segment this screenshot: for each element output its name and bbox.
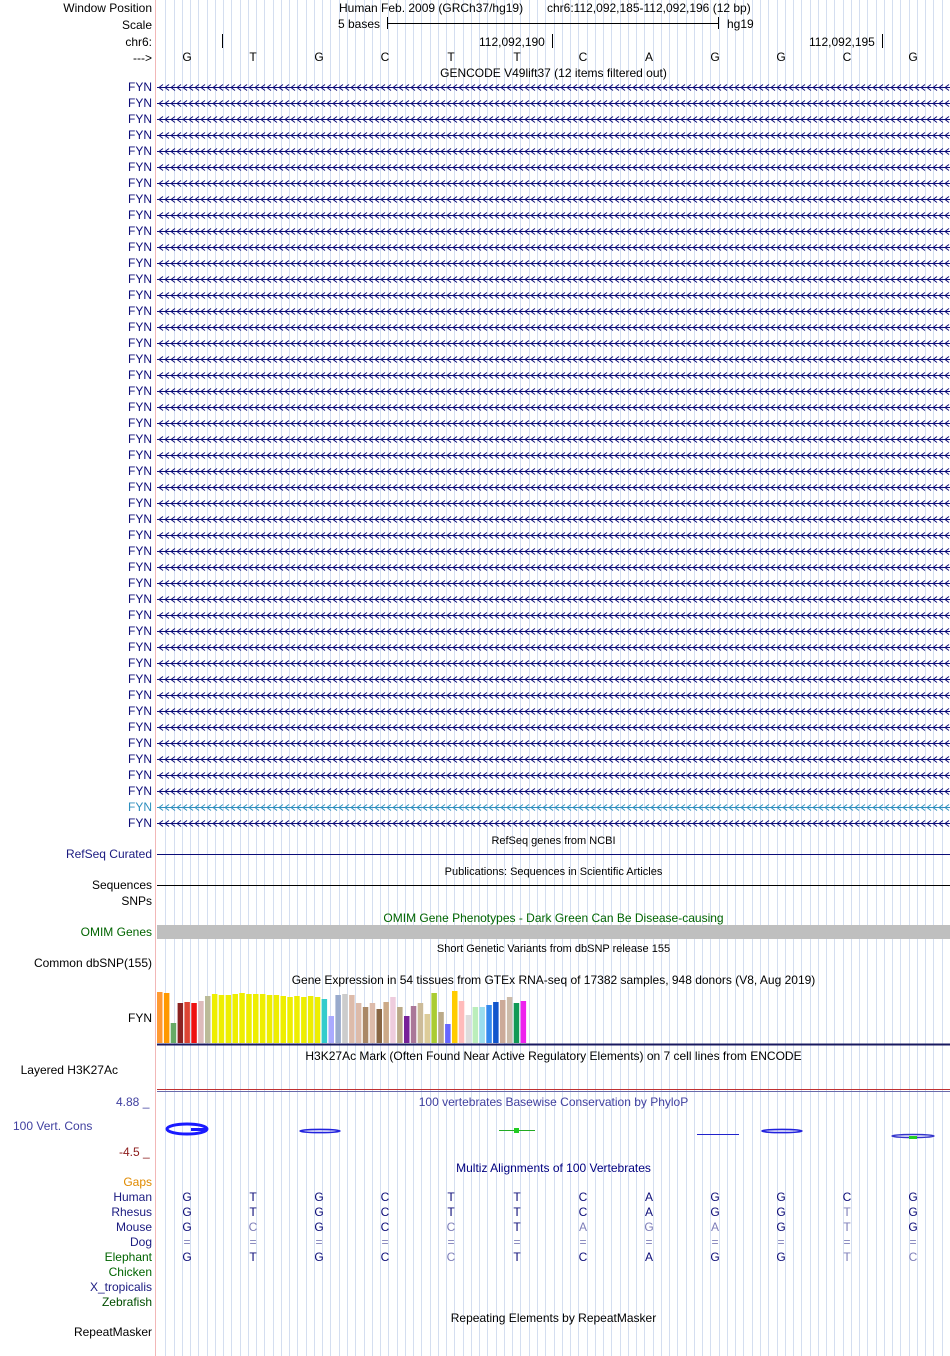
gtex-track-title[interactable]: Gene Expression in 54 tissues from GTEx RNA-seq of 17382 samples, 948 donors (V8, Aug 2019) [291, 973, 816, 987]
gtex-tissue-bar[interactable] [164, 993, 170, 1043]
aligned-base: = [447, 1235, 455, 1249]
species-label-elephant[interactable]: Elephant [104, 1250, 152, 1264]
aligned-base: C [380, 1250, 390, 1264]
gencode-gene-label[interactable]: FYN [128, 800, 152, 814]
gencode-transcript[interactable] [157, 768, 950, 782]
omim-track-title[interactable]: OMIM Gene Phenotypes - Dark Green Can Be Disease-causing [383, 911, 724, 925]
gencode-transcript[interactable] [157, 336, 950, 350]
gtex-tissue-bar[interactable] [500, 1000, 506, 1043]
gtex-tissue-bar[interactable] [219, 995, 225, 1043]
aligned-base: T [249, 1205, 257, 1219]
gtex-tissue-bar[interactable] [479, 1007, 485, 1043]
gtex-gene-label[interactable]: FYN [128, 1011, 152, 1025]
snps-label[interactable]: SNPs [121, 894, 152, 908]
gencode-transcript[interactable] [157, 528, 950, 542]
gencode-transcript[interactable] [157, 288, 950, 302]
dna-base: C [380, 50, 390, 64]
gencode-transcript[interactable] [157, 576, 950, 590]
gencode-transcript[interactable] [157, 624, 950, 638]
aligned-base: G [644, 1220, 654, 1234]
gencode-transcript[interactable] [157, 736, 950, 750]
gencode-transcript[interactable] [157, 688, 950, 702]
gtex-tissue-bar[interactable] [281, 996, 287, 1043]
aligned-base: G [314, 1190, 324, 1204]
aligned-base: G [776, 1250, 786, 1264]
gencode-transcript[interactable] [157, 560, 950, 574]
aligned-base: G [314, 1205, 324, 1219]
gencode-transcript[interactable] [157, 656, 950, 670]
gencode-transcript[interactable] [157, 160, 950, 174]
aligned-base: G [908, 1205, 918, 1219]
gtex-tissue-bar[interactable] [267, 995, 273, 1043]
gencode-transcript[interactable] [157, 192, 950, 206]
aligned-base: G [314, 1250, 324, 1264]
aligned-base: A [710, 1220, 719, 1234]
dna-base: G [314, 50, 324, 64]
gtex-tissue-bar[interactable] [425, 1014, 431, 1043]
aligned-base: G [776, 1220, 786, 1234]
gtex-tissue-bar[interactable] [239, 993, 245, 1043]
gencode-gene-label[interactable]: FYN [128, 496, 152, 510]
gtex-tissue-bar[interactable] [452, 991, 458, 1043]
aligned-base: = [645, 1235, 653, 1249]
gencode-gene-label[interactable]: FYN [128, 720, 152, 734]
aligned-base: G [182, 1190, 192, 1204]
aligned-base: = [777, 1235, 785, 1249]
gtex-tissue-bar[interactable] [198, 1001, 204, 1043]
aligned-base: = [249, 1235, 257, 1249]
gencode-transcript[interactable] [157, 544, 950, 558]
gtex-tissue-bar[interactable] [404, 1016, 410, 1043]
multiz-track-title[interactable]: Multiz Alignments of 100 Vertebrates [456, 1161, 651, 1175]
gencode-gene-label[interactable]: FYN [128, 544, 152, 558]
gencode-gene-label[interactable]: FYN [128, 592, 152, 606]
gencode-transcript[interactable] [157, 96, 950, 110]
gencode-transcript[interactable] [157, 512, 950, 526]
aligned-base: C [446, 1250, 456, 1264]
gencode-gene-label[interactable]: FYN [128, 304, 152, 318]
gtex-tissue-bar[interactable] [226, 995, 232, 1043]
gtex-tissue-bar[interactable] [411, 1006, 417, 1043]
gencode-transcript[interactable] [157, 672, 950, 686]
gtex-tissue-bar[interactable] [171, 1023, 177, 1043]
gencode-gene-label[interactable]: FYN [128, 448, 152, 462]
dna-base: T [447, 50, 455, 64]
aligned-base: = [381, 1235, 389, 1249]
gencode-gene-label[interactable]: FYN [128, 224, 152, 238]
gencode-transcript[interactable] [157, 112, 950, 126]
aligned-base: A [644, 1190, 653, 1204]
gencode-gene-label[interactable]: FYN [128, 256, 152, 270]
coord-tick-195 [882, 34, 883, 48]
gencode-gene-label[interactable]: FYN [128, 736, 152, 750]
gtex-tissue-bar[interactable] [335, 995, 341, 1043]
repeatmasker-track-title[interactable]: Repeating Elements by RepeatMasker [450, 1311, 657, 1325]
gencode-transcript[interactable] [157, 352, 950, 366]
gtex-tissue-bar[interactable] [301, 997, 307, 1043]
gtex-tissue-bar[interactable] [329, 1016, 335, 1043]
gtex-tissue-bar[interactable] [322, 999, 328, 1043]
aligned-base: G [776, 1205, 786, 1219]
gtex-tissue-bar[interactable] [287, 997, 293, 1043]
aligned-base: T [513, 1220, 521, 1234]
gencode-transcript[interactable] [157, 176, 950, 190]
scale-value: 5 bases [338, 17, 381, 31]
gencode-transcript[interactable] [157, 608, 950, 622]
h3k27ac-label[interactable]: Layered H3K27Ac [20, 1063, 118, 1077]
dna-base: C [842, 50, 852, 64]
gtex-tissue-bar[interactable] [246, 994, 252, 1043]
gencode-gene-label[interactable]: FYN [128, 464, 152, 478]
gtex-tissue-bar[interactable] [178, 1003, 184, 1043]
aligned-base: T [513, 1250, 521, 1264]
aligned-base: A [644, 1250, 653, 1264]
gencode-transcript[interactable] [157, 496, 950, 510]
aligned-base: T [447, 1205, 455, 1219]
gtex-tissue-bar[interactable] [274, 995, 280, 1043]
gencode-gene-label[interactable]: FYN [128, 480, 152, 494]
gencode-transcript[interactable] [157, 208, 950, 222]
aligned-base: = [513, 1235, 521, 1249]
dna-base: G [710, 50, 720, 64]
gtex-tissue-bar[interactable] [514, 1003, 520, 1043]
coord-tick-190 [552, 34, 553, 48]
common-dbsnp-label[interactable]: Common dbSNP(155) [33, 956, 152, 970]
aligned-base: T [513, 1205, 521, 1219]
gtex-bar-chart[interactable] [157, 988, 950, 1046]
gaps-label: Gaps [123, 1175, 152, 1189]
gtex-tissue-bar[interactable] [493, 1002, 499, 1043]
gencode-gene-label[interactable]: FYN [128, 816, 152, 830]
gencode-gene-label[interactable]: FYN [128, 384, 152, 398]
dna-base: A [644, 50, 653, 64]
gencode-gene-label[interactable]: FYN [128, 656, 152, 670]
gencode-gene-label[interactable]: FYN [128, 784, 152, 798]
conservation-label[interactable]: 100 Vert. Cons [13, 1119, 93, 1133]
gencode-gene-label[interactable]: FYN [128, 640, 152, 654]
position-text[interactable]: chr6:112,092,185-112,092,196 (12 bp) [547, 1, 751, 15]
gencode-gene-label[interactable]: FYN [128, 432, 152, 446]
aligned-base: C [380, 1220, 390, 1234]
gtex-tissue-bar[interactable] [521, 1001, 527, 1043]
aligned-base: C [578, 1205, 588, 1219]
dbsnp-track-title[interactable]: Short Genetic Variants from dbSNP release 155 [436, 943, 671, 955]
window-position-label: Window Position [63, 1, 152, 15]
aligned-base: G [182, 1250, 192, 1264]
gtex-tissue-bar[interactable] [370, 1003, 376, 1043]
gencode-transcript[interactable] [157, 720, 950, 734]
gencode-gene-label[interactable]: FYN [128, 336, 152, 350]
gencode-gene-label[interactable]: FYN [128, 80, 152, 94]
aligned-base: = [843, 1235, 851, 1249]
aligned-base: = [909, 1235, 917, 1249]
species-label-dog[interactable]: Dog [129, 1235, 152, 1249]
aligned-base: C [380, 1190, 390, 1204]
gtex-tissue-bar[interactable] [445, 1024, 451, 1043]
gencode-gene-label[interactable]: FYN [128, 352, 152, 366]
gtex-tissue-bar[interactable] [356, 1003, 362, 1043]
gtex-tissue-bar[interactable] [397, 1007, 403, 1043]
gtex-tissue-bar[interactable] [438, 1012, 444, 1043]
scale-bar-right-end [718, 17, 719, 29]
dna-base: G [908, 50, 918, 64]
h3k27ac-baseline [157, 1089, 950, 1090]
aligned-base: G [710, 1205, 720, 1219]
aligned-base: T [843, 1205, 851, 1219]
gencode-transcript[interactable] [157, 224, 950, 238]
species-label-zebrafish[interactable]: Zebrafish [101, 1295, 152, 1309]
aligned-base: A [578, 1220, 587, 1234]
gencode-gene-label[interactable]: FYN [128, 208, 152, 222]
gtex-tissue-bar[interactable] [184, 1002, 190, 1043]
species-label-rhesus[interactable]: Rhesus [111, 1205, 152, 1219]
gencode-transcript[interactable] [157, 640, 950, 654]
gencode-gene-label[interactable]: FYN [128, 752, 152, 766]
gtex-tissue-bar[interactable] [390, 997, 396, 1043]
gencode-transcript[interactable] [157, 256, 950, 270]
gencode-gene-label[interactable]: FYN [128, 192, 152, 206]
gtex-tissue-bar[interactable] [377, 1009, 383, 1043]
gencode-transcript[interactable] [157, 240, 950, 254]
gtex-tissue-bar[interactable] [507, 997, 513, 1043]
conservation-mark[interactable] [167, 1124, 207, 1134]
aligned-base: G [710, 1250, 720, 1264]
aligned-base: T [447, 1190, 455, 1204]
gtex-tissue-bar[interactable] [315, 997, 321, 1043]
gtex-tissue-bar[interactable] [363, 1007, 369, 1043]
aligned-base: = [711, 1235, 719, 1249]
gencode-transcript[interactable] [157, 432, 950, 446]
gencode-transcript[interactable] [157, 592, 950, 606]
scale-label: Scale [121, 18, 152, 32]
gencode-transcript[interactable] [157, 368, 950, 382]
aligned-base: T [249, 1190, 257, 1204]
aligned-base: G [710, 1190, 720, 1204]
gencode-track-title[interactable]: GENCODE V49lift37 (12 items filtered out) [440, 66, 667, 80]
gencode-gene-label[interactable]: FYN [128, 416, 152, 430]
aligned-base: C [248, 1220, 258, 1234]
gtex-tissue-bar[interactable] [205, 996, 211, 1043]
gencode-gene-label[interactable]: FYN [128, 688, 152, 702]
publications-line[interactable] [157, 885, 950, 886]
strand-label: ---> [133, 51, 152, 65]
gencode-transcript[interactable] [157, 800, 950, 814]
gencode-gene-label[interactable]: FYN [128, 560, 152, 574]
gtex-tissue-bar[interactable] [431, 993, 437, 1043]
h3k27ac-track-title[interactable]: H3K27Ac Mark (Often Found Near Active Regulatory Elements) on 7 cell lines from ENCODE [305, 1049, 802, 1063]
gencode-gene-label[interactable]: FYN [128, 176, 152, 190]
gtex-tissue-bar[interactable] [260, 994, 266, 1043]
conservation-mark[interactable] [762, 1129, 802, 1132]
gtex-tissue-bar[interactable] [191, 1003, 197, 1043]
conservation-mark[interactable] [499, 1128, 535, 1133]
aligned-base: = [183, 1235, 191, 1249]
aligned-base: G [314, 1220, 324, 1234]
dna-base: T [513, 50, 521, 64]
gtex-tissue-bar[interactable] [294, 996, 300, 1043]
gencode-gene-label[interactable]: FYN [128, 288, 152, 302]
gencode-gene-label[interactable]: FYN [128, 128, 152, 142]
gtex-tissue-bar[interactable] [212, 994, 218, 1043]
gencode-gene-label[interactable]: FYN [128, 160, 152, 174]
aligned-base: C [578, 1190, 588, 1204]
gtex-tissue-bar[interactable] [233, 994, 239, 1043]
aligned-base: A [644, 1205, 653, 1219]
omim-genes-label[interactable]: OMIM Genes [80, 925, 152, 939]
aligned-base: C [578, 1250, 588, 1264]
gencode-gene-label[interactable]: FYN [128, 400, 152, 414]
gtex-tissue-bar[interactable] [383, 1002, 389, 1043]
aligned-base: C [908, 1250, 918, 1264]
gencode-transcript[interactable] [157, 480, 950, 494]
species-label-mouse[interactable]: Mouse [115, 1220, 152, 1234]
gencode-gene-label[interactable]: FYN [128, 608, 152, 622]
gencode-transcript[interactable] [157, 320, 950, 334]
gencode-gene-label[interactable]: FYN [128, 368, 152, 382]
gencode-gene-label[interactable]: FYN [128, 96, 152, 110]
conservation-track-title[interactable]: 100 vertebrates Basewise Conservation by PhyloP [418, 1095, 689, 1109]
conservation-mark[interactable] [892, 1135, 934, 1140]
gtex-tissue-bar[interactable] [342, 994, 348, 1043]
gencode-gene-label[interactable]: FYN [128, 112, 152, 126]
gencode-transcript[interactable] [157, 384, 950, 398]
repeatmasker-label[interactable]: RepeatMasker [73, 1325, 152, 1339]
aligned-base: C [380, 1205, 390, 1219]
gencode-gene-label[interactable]: FYN [128, 320, 152, 334]
gencode-transcript[interactable] [157, 464, 950, 478]
gencode-gene-label[interactable]: FYN [128, 512, 152, 526]
gencode-gene-label[interactable]: FYN [128, 704, 152, 718]
gencode-transcript[interactable] [157, 304, 950, 318]
conservation-max-label: 4.88 _ [116, 1095, 150, 1109]
aligned-base: = [315, 1235, 323, 1249]
aligned-base: C [446, 1220, 456, 1234]
gencode-transcript[interactable] [157, 400, 950, 414]
conservation-min-label: -4.5 _ [119, 1145, 150, 1159]
dna-base: G [776, 50, 786, 64]
gtex-tissue-bar[interactable] [349, 995, 355, 1043]
gtex-tissue-bar[interactable] [308, 996, 314, 1043]
aligned-base: T [249, 1250, 257, 1264]
species-label-x_tropicalis[interactable]: X_tropicalis [89, 1280, 152, 1294]
gencode-transcript[interactable] [157, 416, 950, 430]
gencode-transcript[interactable] [157, 448, 950, 462]
aligned-base: T [843, 1250, 851, 1264]
sequences-label[interactable]: Sequences [91, 878, 152, 892]
gtex-tissue-bar[interactable] [466, 1015, 472, 1043]
gtex-tissue-bar[interactable] [486, 1005, 492, 1043]
gtex-tissue-bar[interactable] [157, 992, 163, 1043]
coord-112092190: 112,092,190 [479, 35, 545, 49]
h3k27ac-baseline-2 [157, 1091, 950, 1092]
publications-track-title[interactable]: Publications: Sequences in Scientific Articles [444, 866, 663, 878]
gencode-transcript[interactable] [157, 816, 950, 830]
gtex-tissue-bar[interactable] [473, 1007, 479, 1043]
coord-tick-185 [222, 34, 223, 48]
aligned-base: = [579, 1235, 587, 1249]
conservation-plot[interactable] [157, 1115, 950, 1151]
gencode-gene-label[interactable]: FYN [128, 672, 152, 686]
gencode-gene-label[interactable]: FYN [128, 144, 152, 158]
dna-base: G [182, 50, 192, 64]
gencode-transcript[interactable] [157, 704, 950, 718]
aligned-base: G [908, 1220, 918, 1234]
aligned-base: G [182, 1205, 192, 1219]
scale-db: hg19 [727, 17, 754, 31]
refseq-track-title[interactable]: RefSeq genes from NCBI [491, 835, 616, 847]
chrom-label: chr6: [125, 35, 152, 49]
gtex-tissue-bar[interactable] [418, 1003, 424, 1043]
gencode-transcript[interactable] [157, 128, 950, 142]
gencode-gene-label[interactable]: FYN [128, 240, 152, 254]
aligned-base: G [908, 1190, 918, 1204]
gencode-transcript[interactable] [157, 144, 950, 158]
refseq-curated-label[interactable]: RefSeq Curated [65, 847, 152, 861]
scale-bar-left-end [387, 17, 388, 29]
aligned-base: G [776, 1190, 786, 1204]
scale-bar [387, 23, 718, 24]
assembly-text: Human Feb. 2009 (GRCh37/hg19) [339, 1, 524, 15]
conservation-mark[interactable] [300, 1129, 340, 1132]
gencode-transcript[interactable] [157, 272, 950, 286]
gencode-gene-label[interactable]: FYN [128, 768, 152, 782]
omim-gene-bar[interactable] [157, 925, 950, 939]
gencode-transcript[interactable] [157, 784, 950, 798]
species-label-human[interactable]: Human [113, 1190, 152, 1204]
gtex-tissue-bar[interactable] [459, 1001, 465, 1043]
refseq-gene-line[interactable] [157, 854, 950, 855]
label-divider [155, 0, 156, 1356]
coord-112092195: 112,092,195 [809, 35, 875, 49]
gtex-tissue-bar[interactable] [253, 994, 259, 1043]
species-label-chicken[interactable]: Chicken [108, 1265, 152, 1279]
gencode-gene-label[interactable]: FYN [128, 624, 152, 638]
gencode-transcript[interactable] [157, 752, 950, 766]
aligned-base: T [513, 1190, 521, 1204]
gencode-transcript[interactable] [157, 80, 950, 94]
gencode-gene-label[interactable]: FYN [128, 528, 152, 542]
gencode-gene-label[interactable]: FYN [128, 272, 152, 286]
dna-base: T [249, 50, 257, 64]
aligned-base: C [842, 1190, 852, 1204]
aligned-base: G [182, 1220, 192, 1234]
dna-base: C [578, 50, 588, 64]
gencode-gene-label[interactable]: FYN [128, 576, 152, 590]
aligned-base: T [843, 1220, 851, 1234]
